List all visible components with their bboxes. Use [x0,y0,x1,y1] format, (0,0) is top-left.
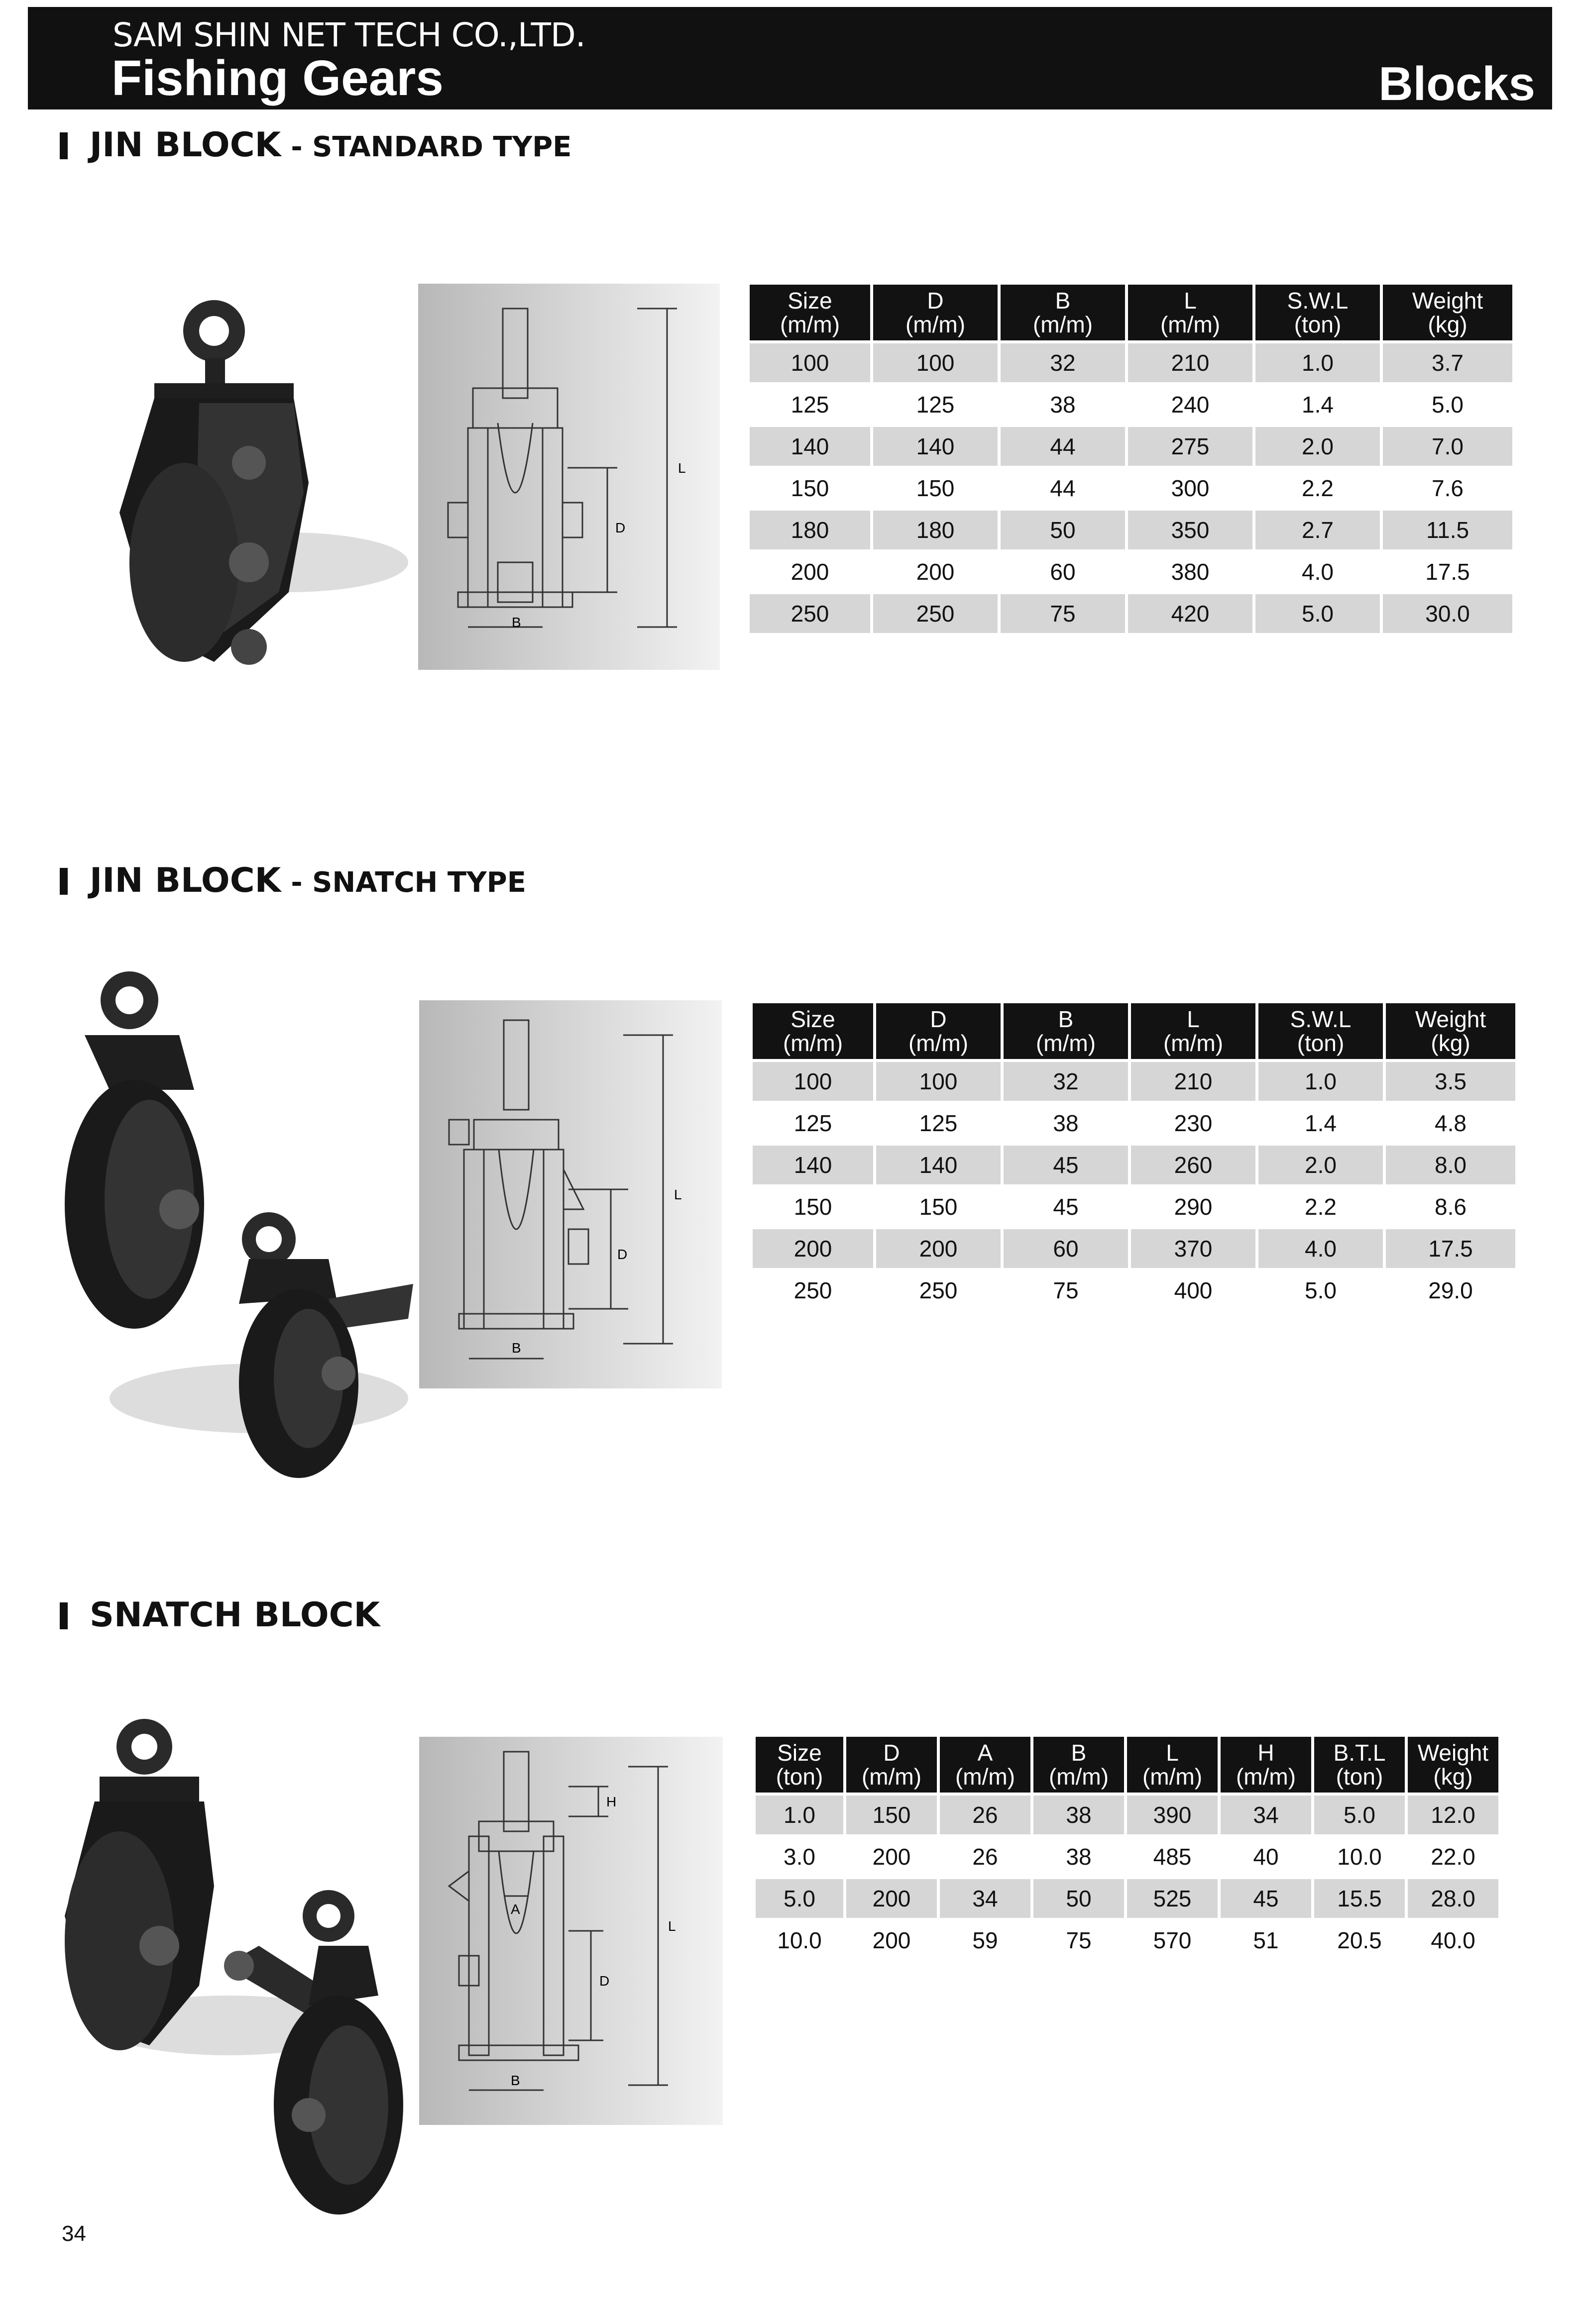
section-title-snatch-type: JIN BLOCK - SNATCH TYPE [60,861,526,900]
page-header [28,7,1552,109]
column-header: D (m/m) [846,1737,937,1793]
table-row: 3.0 200 26 38 485 40 10.0 22.0 [784,1844,1475,1870]
column-header: S.W.L (ton) [1255,285,1380,340]
table-row: 140 140 45 260 2.0 8.0 [753,1146,1515,1184]
table-row: 200 200 60 380 4.0 17.5 [790,559,1470,585]
column-header: Size (ton) [756,1737,843,1793]
table-header-row [756,1737,1498,1793]
table-row: 5.0 200 34 50 525 45 15.5 28.0 [756,1879,1498,1918]
column-header: B (m/m) [1001,285,1125,340]
company-name: SAM SHIN NET TECH CO.,LTD. [113,16,585,54]
table-row: 180 180 50 350 2.7 11.5 [750,511,1512,549]
column-header: H (m/m) [1221,1737,1311,1793]
column-header: S.W.L (ton) [1258,1003,1383,1059]
page-title: Fishing Gears [112,50,444,106]
column-header: Weight (kg) [1408,1737,1498,1793]
column-header: B.T.L (ton) [1314,1737,1405,1793]
dim-label-l: L [674,1187,682,1202]
dim-label-b: B [511,2073,520,2088]
column-header: B (m/m) [1033,1737,1124,1793]
dim-label-d: D [599,1973,610,1989]
column-header: Weight (kg) [1386,1003,1515,1059]
dim-label-d: D [617,1247,628,1262]
table-row: 125 125 38 230 1.4 4.8 [793,1110,1467,1136]
table-row: 150 150 45 290 2.2 8.6 [793,1194,1467,1220]
section-title-snatch-block: SNATCH BLOCK [60,1595,380,1635]
snatch-block-photo [50,1707,418,2254]
column-header: Size (m/m) [753,1003,873,1059]
dim-label-l: L [668,1918,676,1934]
table-row: 150 150 44 300 2.2 7.6 [790,475,1464,501]
column-header: A (m/m) [940,1737,1030,1793]
table-header-row [750,285,1512,340]
table-row: 250 250 75 400 5.0 29.0 [793,1277,1473,1303]
column-header: D (m/m) [876,1003,1001,1059]
table-row: 10.0 200 59 75 570 51 20.5 40.0 [777,1927,1475,1953]
column-header: L (m/m) [1128,285,1252,340]
jin-block-snatch-drawing [419,1000,722,1388]
column-header: D (m/m) [873,285,998,340]
category-title: Blocks [1378,57,1535,110]
column-header: Size (m/m) [750,285,870,340]
dim-label-d: D [615,520,626,535]
snatch-block-drawing [419,1737,723,2125]
spec-table-snatch-type [750,1000,1518,1313]
dim-label-h: H [606,1794,617,1809]
dim-label-b: B [512,1340,521,1356]
table-row: 100 100 32 210 1.0 3.5 [753,1062,1515,1101]
jin-block-standard-drawing [418,284,720,670]
column-header: L (m/m) [1127,1737,1218,1793]
page-number: 34 [62,2221,86,2246]
table-row: 1.0 150 26 38 390 34 5.0 12.0 [756,1796,1498,1834]
column-header: B (m/m) [1004,1003,1128,1059]
table-row: 100 100 32 210 1.0 3.7 [750,343,1512,382]
spec-table-snatch-block [753,1734,1501,1963]
column-header: Weight (kg) [1383,285,1512,340]
section-title-standard: JIN BLOCK - STANDARD TYPE [60,125,571,165]
dim-label-a: A [511,1901,520,1917]
spec-table-standard [747,282,1515,636]
table-row: 140 140 44 275 2.0 7.0 [750,427,1512,466]
table-row: 125 125 38 240 1.4 5.0 [790,392,1464,418]
dim-label-b: B [512,615,521,630]
dim-label-l: L [678,460,686,476]
table-row: 250 250 75 420 5.0 30.0 [750,594,1512,633]
table-header-row [753,1003,1515,1059]
column-header: L (m/m) [1131,1003,1255,1059]
jin-block-standard-photo [100,284,418,692]
table-row: 200 200 60 370 4.0 17.5 [753,1229,1515,1268]
jin-block-snatch-photo [50,960,418,1498]
